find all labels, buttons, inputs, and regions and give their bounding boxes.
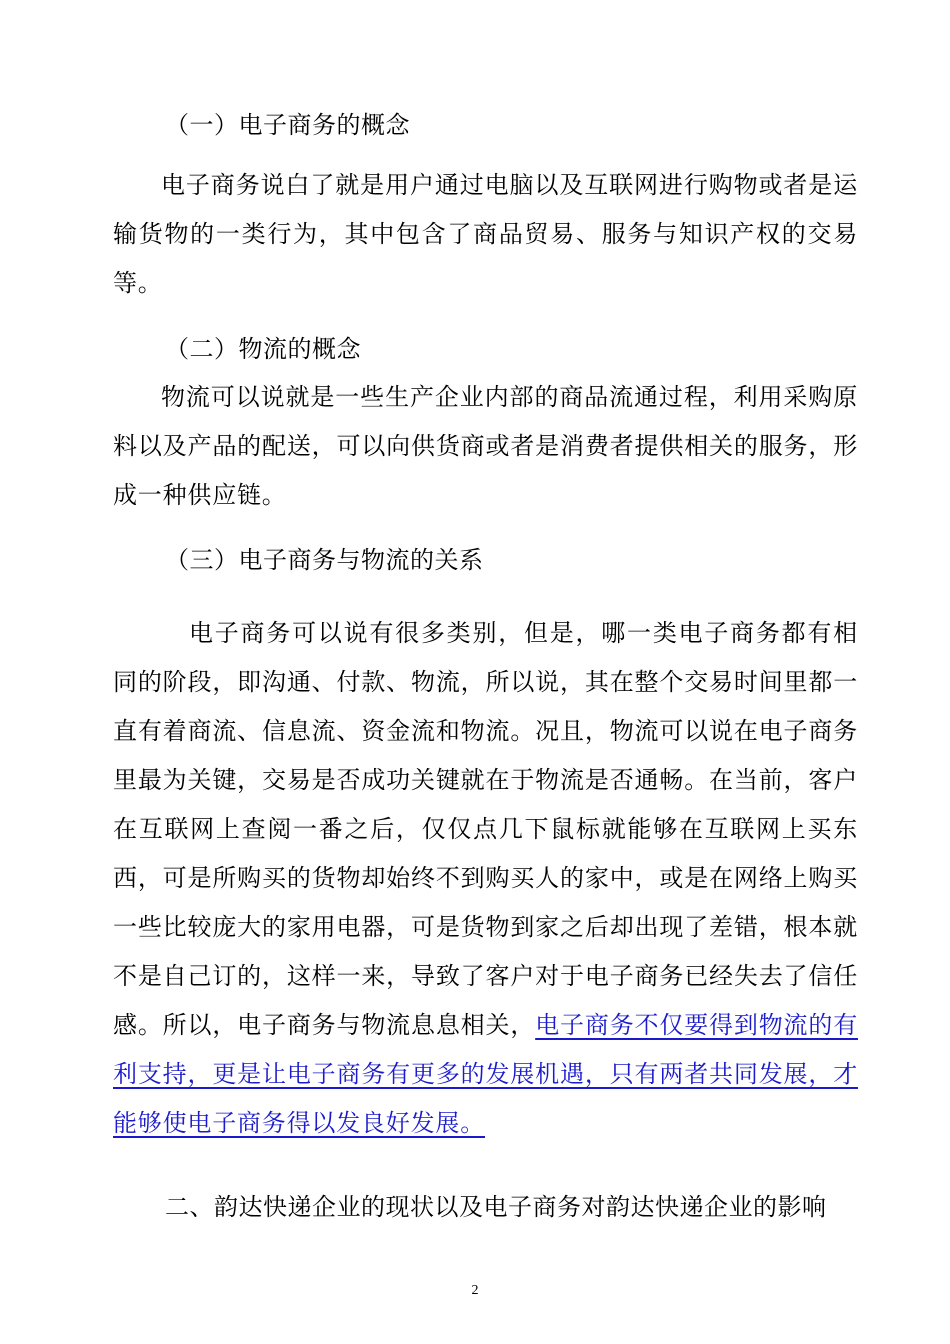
paragraph-relationship-text: 电子商务可以说有很多类别，但是，哪一类电子商务都有相同的阶段，即沟通、付款、物流，所以说，其在整个交易时间里都一直有着商流、信息流、资金流和物流。况且，物流可以说在电子商务里最为关键，交易是否成功关键就在于物流是否通畅。在当前，客户在互联网上查阅一番之后，仅仅点几下鼠标就能够在互联网上买东西，可是所购买的货物却始终不到购买人的家中，或是在网络上购买一些比较庞大的家用电器，可是货物到家之后却出现了差错，根本就不是自己订的，这样一来，导致了客户对于电子商务已经失去了信任感。所以，电子商务与物流息息相关， — [113, 619, 858, 1039]
paragraph-logistics-concept: 物流可以说就是一些生产企业内部的商品流通过程，利用采购原料以及产品的配送，可以向供货商或者是消费者提供相关的服务，形成一种供应链。 — [113, 383, 858, 509]
section-heading-ecommerce-concept: （一）电子商务的概念 — [165, 111, 410, 139]
chapter-heading-yunda: 二、韵达快递企业的现状以及电子商务对韵达快递企业的影响 — [165, 1193, 827, 1221]
page-number: 2 — [471, 1283, 479, 1298]
section-heading-logistics-concept: （二）物流的概念 — [165, 335, 361, 363]
section-heading-relationship: （三）电子商务与物流的关系 — [165, 546, 484, 574]
paragraph-relationship — [113, 609, 858, 1148]
hyperlink-text[interactable]: 电子商务不仅要得到物流的有利支持，更是让电子商务有更多的发展机遇，只有两者共同发展，才能够使电子商务得以发良好发展。 — [113, 1011, 858, 1137]
paragraph-ecommerce-concept: 电子商务说白了就是用户通过电脑以及互联网进行购物或者是运输货物的一类行为，其中包含了商品贸易、服务与知识产权的交易等。 — [113, 171, 858, 297]
